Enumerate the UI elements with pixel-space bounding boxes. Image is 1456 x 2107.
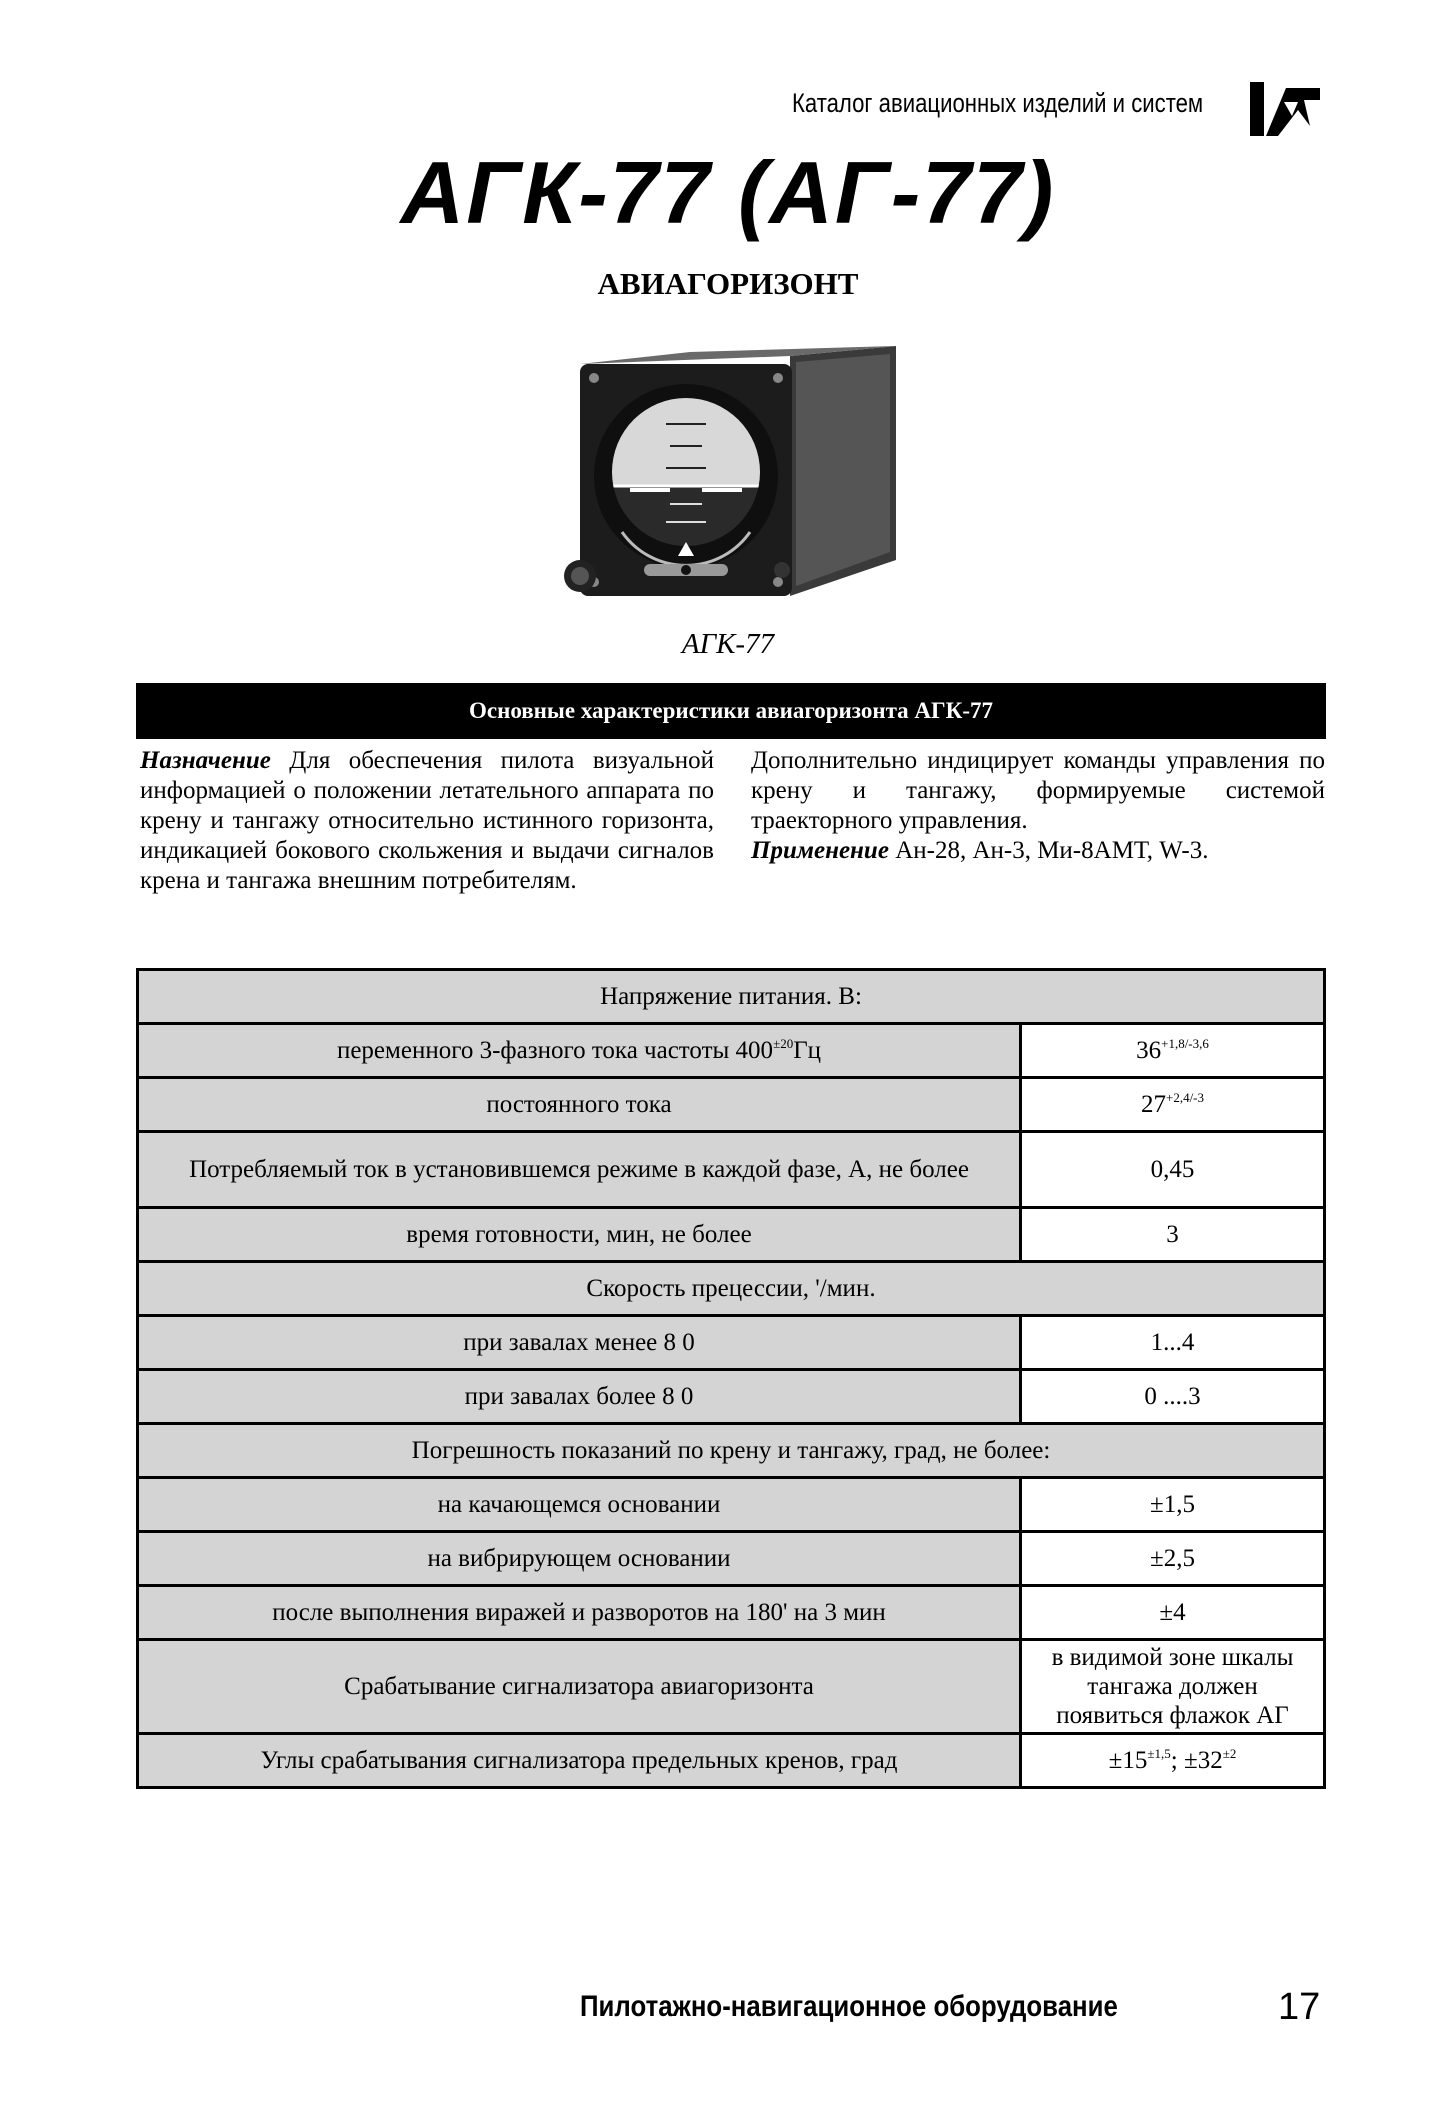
table-row [138,1262,1325,1316]
table-row [138,1478,1325,1532]
purpose-label: Назначение [140,747,271,774]
application-text: Ан-28, Ан-3, Ми-8АМТ, W-3. [888,837,1209,864]
attitude-indicator-photo [560,346,896,616]
rocking-base-value: ±1,5 [1021,1478,1325,1532]
precession-high-label: при завалах более 8 0 [138,1370,1021,1424]
turns-label: после выполнения виражей и разворотов на 180' на 3 мин [138,1586,1021,1640]
ready-time-label: время готовности, мин, не более [138,1208,1021,1262]
table-row [138,1734,1325,1788]
dc-voltage-value: $27^{+2,4/-3}$ [1021,1078,1325,1132]
table-row [138,1078,1325,1132]
table-row [138,1316,1325,1370]
photo-caption: АГК-77 [681,628,775,660]
table-row [138,1532,1325,1586]
catalog-header: Каталог авиационных изделий и систем [792,88,1204,118]
specs-table [136,968,1326,1789]
purpose-text: Для обеспечения пилота визуальной информацией о положении летательного аппарата по крену и тангажу относительно истинного горизонта, индикацией бокового скольжения и выдачи сигналов крена и тангажа внешним потребителям. [140,747,714,894]
table-row [138,1132,1325,1208]
vibrating-base-value: ±2,5 [1021,1532,1325,1586]
additional-text: Дополнительно индицирует команды управления по крену и тангажу, формируемые системой траекторного управления. [751,747,1325,834]
error-header: Погрешность показаний по крену и тангажу, град, не более: [138,1424,1325,1478]
precession-low-value: 1...4 [1021,1316,1325,1370]
page-title: АГК-77 (АГ-77) [400,143,1056,242]
application-label: Применение [751,837,889,864]
table-row [138,1586,1325,1640]
description-left-column [140,746,714,896]
table-row [138,1208,1325,1262]
ac-voltage-value: $36^{+1,8/-3,6}$ [1021,1024,1325,1078]
specs-banner: Основные характеристики авиагоризонта АГК-77 [136,683,1326,739]
alarm-value: в видимой зоне шкалы тангажа должен появиться флажок АГ [1021,1640,1325,1734]
company-logo-icon [1248,80,1322,138]
precession-low-label: при завалах менее 8 0 [138,1316,1021,1370]
ready-time-value: 3 [1021,1208,1325,1262]
footer-section-title: Пилотажно-навигационное оборудование [580,1990,1118,2023]
ac-voltage-label: переменного 3-фазного тока частоты $400^{\pm 20}Гц$ [138,1024,1021,1078]
table-row [138,1640,1325,1734]
page-number: 17 [1278,1986,1321,2028]
table-row [138,1024,1325,1078]
supply-voltage-header: Напряжение питания. В: [138,970,1325,1024]
dc-voltage-label: постоянного тока [138,1078,1021,1132]
bank-angle-label: Углы срабатывания сигнализатора предельных кренов, град [138,1734,1021,1788]
table-row [138,1370,1325,1424]
description-right-column [751,746,1325,866]
vibrating-base-label: на вибрирующем основании [138,1532,1021,1586]
rocking-base-label: на качающемся основании [138,1478,1021,1532]
application-paragraph [751,836,1325,866]
page-subtitle: АВИАГОРИЗОНТ [597,266,859,301]
bank-angle-value: $\pm 15^{\pm 1,5}$; $\pm 32^{\pm 2}$ [1021,1734,1325,1788]
table-row [138,970,1325,1024]
current-value: 0,45 [1021,1132,1325,1208]
table-row [138,1424,1325,1478]
precession-header: Скорость прецессии, '/мин. [138,1262,1325,1316]
current-label: Потребляемый ток в установившемся режиме в каждой фазе, А, не более [138,1132,1021,1208]
precession-high-value: 0 ....3 [1021,1370,1325,1424]
turns-value: ±4 [1021,1586,1325,1640]
alarm-label: Срабатывание сигнализатора авиагоризонта [138,1640,1021,1734]
